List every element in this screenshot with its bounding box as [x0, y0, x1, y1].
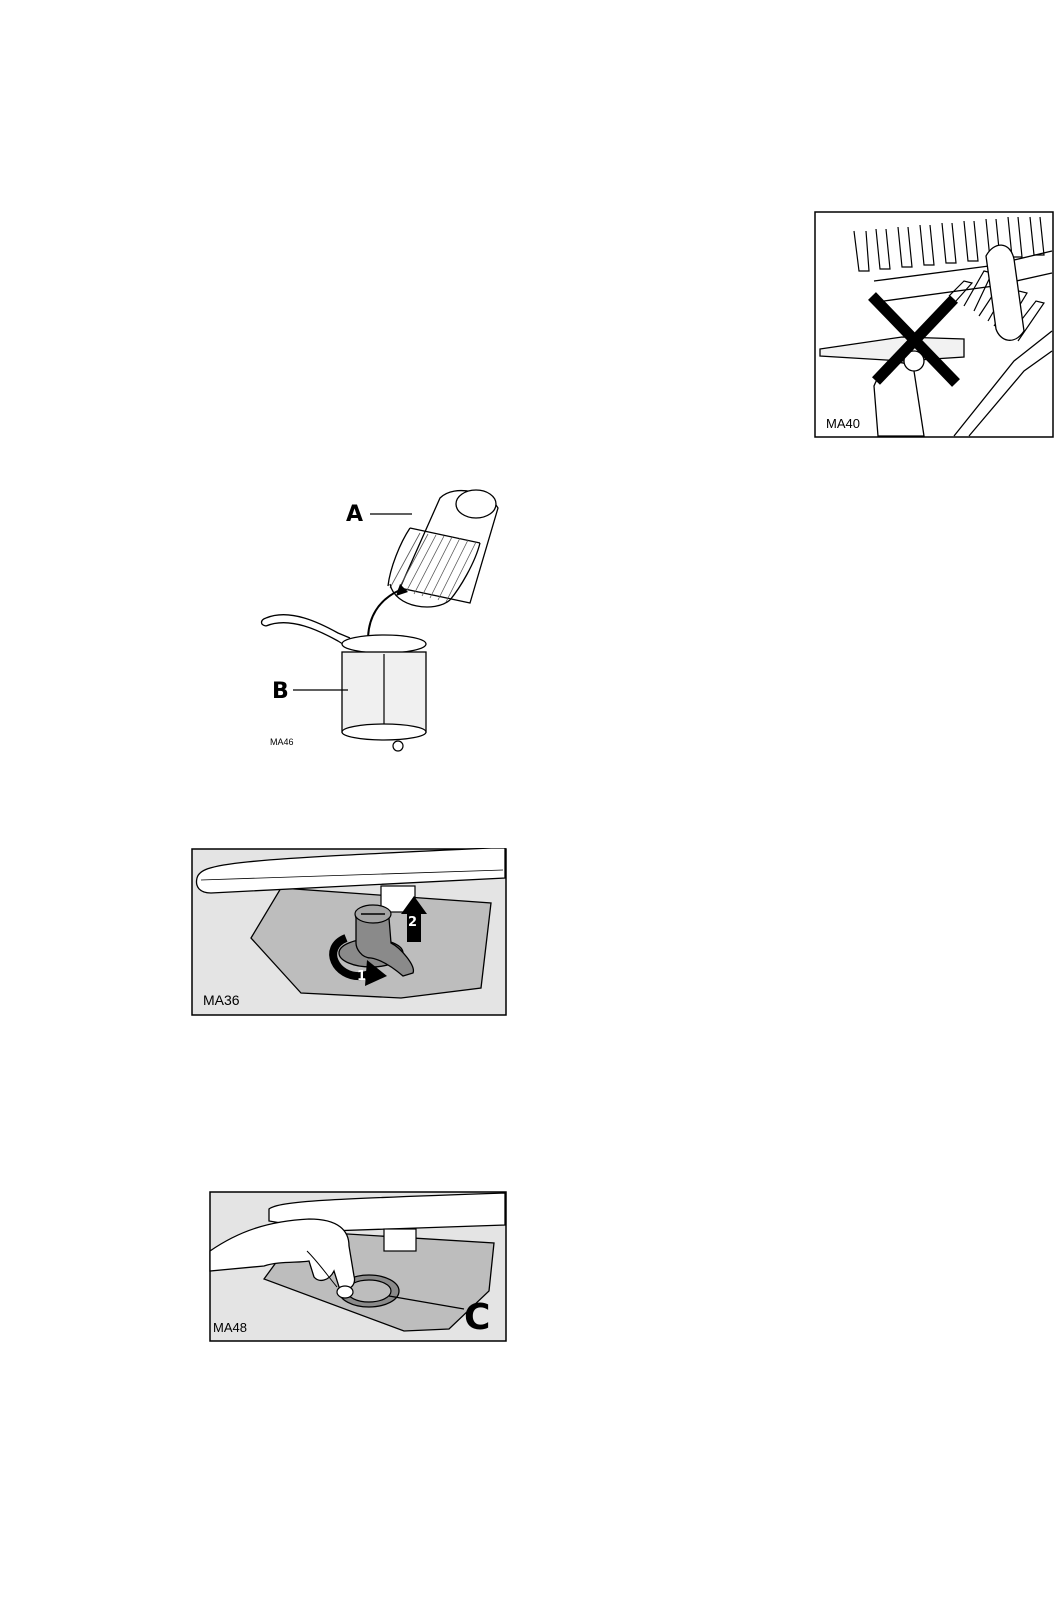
ma36-code: MA36	[203, 992, 240, 1008]
step-1-label: 1	[357, 969, 367, 984]
ma36-illustration	[191, 848, 507, 1016]
figure-ma36	[191, 848, 507, 1016]
ma46-code: MA46	[270, 737, 294, 747]
figure-ma48	[209, 1191, 507, 1342]
ma48-illustration	[209, 1191, 507, 1342]
figure-ma46	[250, 488, 530, 773]
ma48-code: MA48	[213, 1320, 247, 1335]
label-c: C	[464, 1297, 491, 1338]
figure-ma40	[814, 211, 1054, 438]
label-b: B	[272, 679, 289, 704]
label-a: A	[346, 502, 364, 527]
ma40-code: MA40	[826, 416, 860, 431]
ma46-illustration	[250, 488, 530, 773]
step-2-label: 2	[408, 915, 418, 930]
ma40-illustration	[814, 211, 1054, 438]
